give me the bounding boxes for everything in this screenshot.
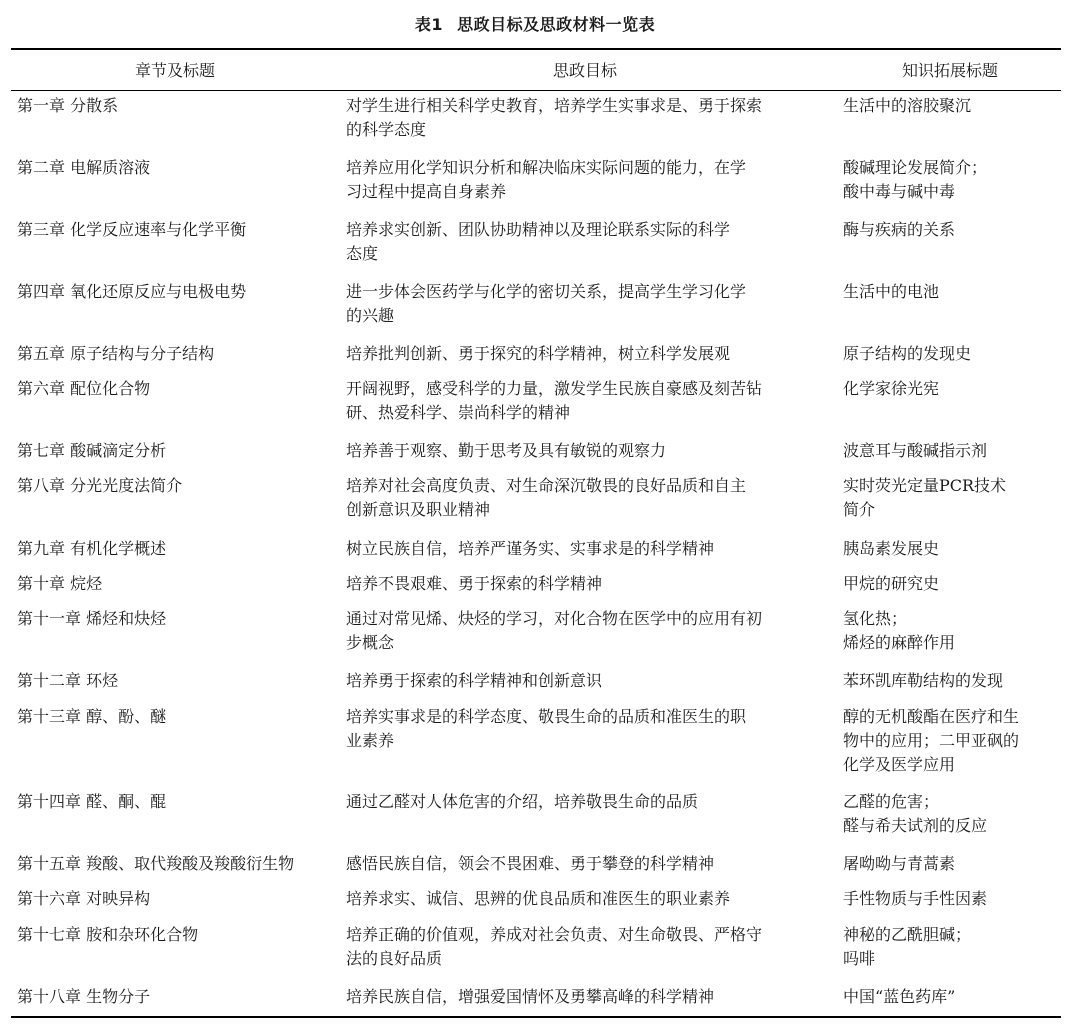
topic-cell: 生活中的电池 [843,282,940,301]
topic-cell: 中国“蓝色药库” [843,987,956,1006]
chapter-cell: 第七章 酸碱滴定分析 [17,441,167,460]
goal-cell: 对学生进行相关科学史教育，培养学生实事求是、勇于探索 的科学态度 [346,96,763,139]
chapter-cell: 第九章 有机化学概述 [17,539,167,558]
topic-cell: 屠呦呦与青蒿素 [843,854,956,873]
goal-cell: 培养勇于探索的科学精神和创新意识 [346,671,603,690]
topic-cell: 乙醛的危害； 醛与希夫试剂的反应 [843,792,988,835]
header-chapter: 章节及标题 [134,61,215,80]
topic-cell: 醇的无机酸酯在医疗和生 物中的应用；二甲亚砜的 化学及医学应用 [843,707,1020,774]
chapter-cell: 第十五章 羧酸、取代羧酸及羧酸衍生物 [17,854,295,873]
goal-cell: 培养不畏艰难、勇于探索的科学精神 [346,574,603,593]
goal-cell: 培养求实、诚信、思辨的优良品质和准医生的职业素养 [346,889,731,908]
goal-cell: 培养求实创新、团队协助精神以及理论联系实际的科学 态度 [346,220,731,263]
topic-cell: 酶与疾病的关系 [843,220,956,239]
chapter-cell: 第十章 烷烃 [17,574,103,593]
topic-cell: 波意耳与酸碱指示剂 [843,441,988,460]
topic-cell: 苯环凯库勒结构的发现 [843,671,1004,690]
goal-cell: 培养实事求是的科学态度、敬畏生命的品质和准医生的职 业素养 [346,707,747,750]
topic-cell: 甲烷的研究史 [843,574,940,593]
topic-cell: 胰岛素发展史 [843,539,940,558]
topic-cell: 酸碱理论发展简介； 酸中毒与碱中毒 [843,158,988,201]
header-goal: 思政目标 [552,61,617,80]
chapter-cell: 第十六章 对映异构 [17,889,151,908]
chapter-cell: 第四章 氧化还原反应与电极电势 [17,282,247,301]
goal-cell: 培养善于观察、勤于思考及具有敏锐的观察力 [346,441,667,460]
chapter-cell: 第十七章 胺和杂环化合物 [17,925,199,944]
chapter-cell: 第八章 分光光度法简介 [17,476,183,495]
topic-cell: 氢化热； 烯烃的麻醉作用 [843,609,956,652]
chapter-cell: 第三章 化学反应速率与化学平衡 [17,220,247,239]
topic-cell: 原子结构的发现史 [843,344,972,363]
bottom-rule [11,1016,1061,1018]
goal-cell: 树立民族自信，培养严谨务实、实事求是的科学精神 [346,539,715,558]
goal-cell: 通过对常见烯、炔烃的学习，对化合物在医学中的应用有初 步概念 [346,609,763,652]
chapter-cell: 第十四章 醛、酮、醌 [17,792,167,811]
goal-cell: 培养对社会高度负责、对生命深沉敬畏的良好品质和自主 创新意识及职业精神 [346,476,747,519]
chapter-cell: 第十二章 环烃 [17,671,119,690]
goal-cell: 培养正确的价值观，养成对社会负责、对生命敬畏、严格守 法的良好品质 [346,925,763,968]
goal-cell: 培养民族自信，增强爱国情怀及勇攀高峰的科学精神 [346,987,715,1006]
header-topic: 知识拓展标题 [901,61,998,80]
goal-cell: 进一步体会医药学与化学的密切关系，提高学生学习化学 的兴趣 [346,282,747,325]
topic-cell: 手性物质与手性因素 [843,889,988,908]
goal-cell: 感悟民族自信，领会不畏困难、勇于攀登的科学精神 [346,854,715,873]
chapter-cell: 第十一章 烯烃和炔烃 [17,609,167,628]
table-title: 思政目标及思政材料一览表 [457,15,656,34]
goal-cell: 通过乙醛对人体危害的介绍，培养敬畏生命的品质 [346,792,699,811]
goal-cell: 培养批判创新、勇于探究的科学精神，树立科学发展观 [346,344,731,363]
topic-cell: 化学家徐光宪 [843,379,940,398]
chapter-cell: 第五章 原子结构与分子结构 [17,344,215,363]
goal-cell: 开阔视野，感受科学的力量，激发学生民族自豪感及刻苦钻 研、热爱科学、崇尚科学的精神 [346,379,763,422]
chapter-cell: 第二章 电解质溶液 [17,158,151,177]
chapter-cell: 第六章 配位化合物 [17,379,151,398]
topic-cell: 生活中的溶胶聚沉 [843,96,972,115]
table-number: 表1 [414,15,444,34]
chapter-cell: 第十三章 醇、酚、醚 [17,707,167,726]
chapter-cell: 第十八章 生物分子 [17,987,151,1006]
topic-cell: 实时荧光定量PCR技术 简介 [843,476,1007,519]
goal-cell: 培养应用化学知识分析和解决临床实际问题的能力，在学 习过程中提高自身素养 [346,158,747,201]
chapter-cell: 第一章 分散系 [17,96,119,115]
topic-cell: 神秘的乙酰胆碱； 吗啡 [843,925,972,968]
